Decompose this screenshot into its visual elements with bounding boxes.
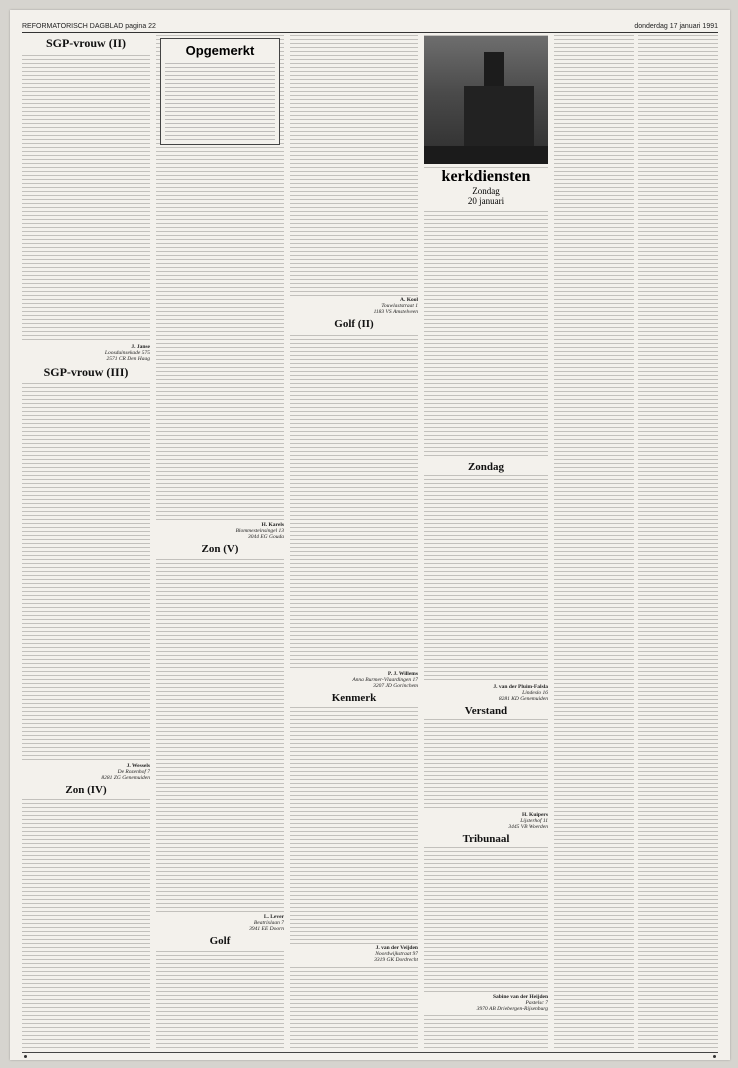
column-5-listings <box>554 34 634 1050</box>
headline-golf: Golf <box>156 933 284 949</box>
headline-verstand: Verstand <box>424 703 548 719</box>
signature-4: L. Lever Beatrixlaan 7 3941 EE Doorn <box>156 913 284 933</box>
headline-zon-iv: Zon (IV) <box>22 782 150 798</box>
newspaper-page <box>10 10 730 1060</box>
column-6-listings <box>638 34 718 1050</box>
column-2 <box>156 34 284 1050</box>
page-footer-rule <box>22 1052 718 1054</box>
masthead <box>22 16 718 33</box>
signature-9: H. Kuipers Lijsterhof 11 3445 VB Woerden <box>424 811 548 831</box>
signature-5: A. Kool Touwlaststraat 1 1183 VS Amstelveen <box>290 296 418 316</box>
column-3 <box>290 34 418 1050</box>
headline-sgp-vrouw-ii: SGP-vrouw (II) <box>22 34 150 53</box>
masthead-paper-page: REFORMATORISCH DAGBLAD pagina 22 <box>22 23 156 30</box>
opgemerkt-box <box>160 38 280 145</box>
headline-zondag: Zondag <box>424 459 548 475</box>
headline-zon-v: Zon (V) <box>156 541 284 557</box>
signature-1: J. Janse Loosduinsekade 575 2571 CR Den Haag <box>22 343 150 363</box>
headline-sgp-vrouw-iii: SGP-vrouw (III) <box>22 363 150 382</box>
signature-6: P. J. Willems Anna Burmer-Vlaardingen 17 3207 JD Gorinchem <box>290 670 418 690</box>
registration-dot <box>24 1055 27 1058</box>
opgemerkt-title: Opgemerkt <box>185 43 255 58</box>
headline-kenmerk: Kenmerk <box>290 690 418 706</box>
church-photo <box>424 36 548 164</box>
registration-dot <box>713 1055 716 1058</box>
masthead-date: donderdag 17 januari 1991 <box>634 23 718 30</box>
signature-10: Sabine van der Heijden Pastelsc 7 3970 AB Driebergen-Rijsenburg <box>424 993 548 1013</box>
signature-2: J. Wessels De Rozenhof 7 8281 ZG Genemuiden <box>22 762 150 782</box>
headline-golf-ii: Golf (II) <box>290 316 418 332</box>
signature-8: J. van der Pluim-Falsla Lindeslo 16 8281 KD Genemuiden <box>424 683 548 703</box>
signature-3: H. Karels Blommesteinsingel 13 3044 EG Gouda <box>156 521 284 541</box>
kerkdiensten-date: Zondag 20 januari <box>424 186 548 209</box>
column-1 <box>22 34 150 1050</box>
headline-tribunaal: Tribunaal <box>424 831 548 847</box>
column-4 <box>424 34 548 1050</box>
kerkdiensten-title: kerkdiensten <box>424 168 548 186</box>
signature-7: J. van der Veijden Noordwijkstraat 97 3319 GK Dordrecht <box>290 944 418 964</box>
